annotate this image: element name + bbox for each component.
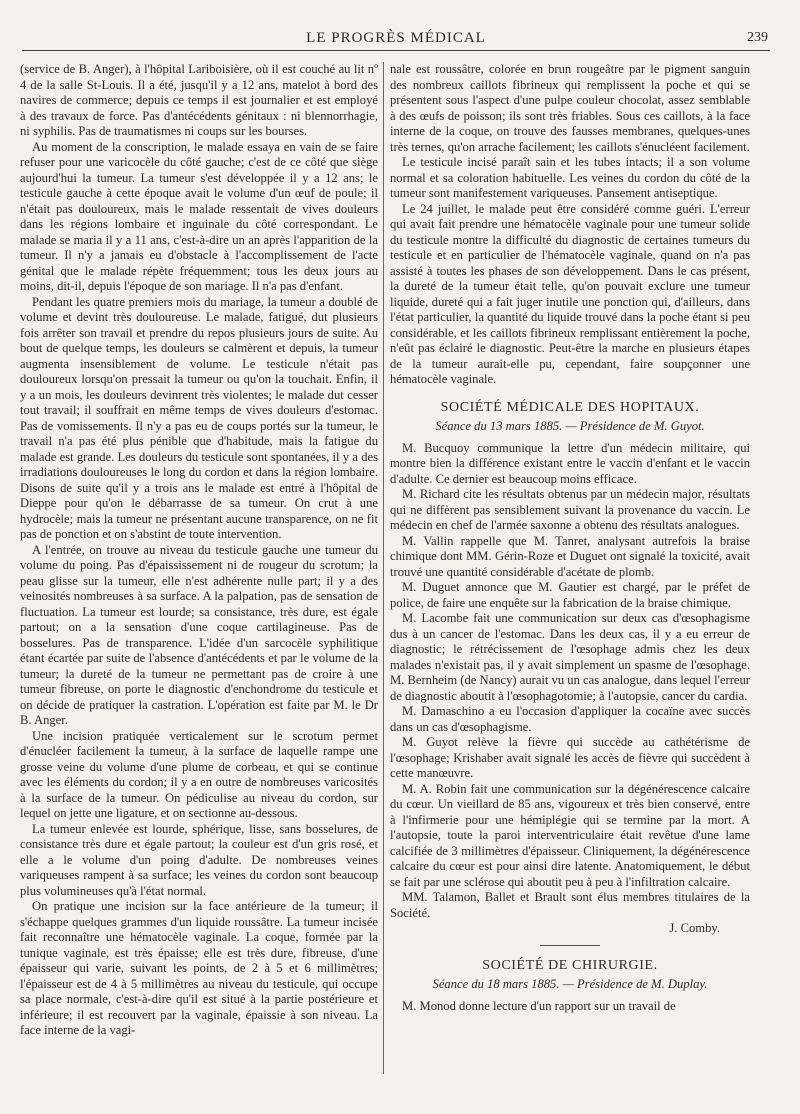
paragraph: MM. Talamon, Ballet et Brault sont élus membres titulaires de la Société. (390, 890, 750, 920)
paragraph: M. Monod donne lecture d'un rapport sur un travail de (402, 998, 676, 1013)
right-column (390, 62, 750, 1014)
paragraph: M. Lacombe fait une communication sur deux cas d'œsophagisme dus à un cancer de l'estomac. Dans les deux cas, il y a eu erreur de diagnostic; le rétrécissement de l'œsophage admis chez les deux malades n'existait pas, il y avait simplement un spasme de l'œsophage. M. Bernheim (de Nancy) aurait vu un cas analogue, dans lequel l'erreur de diagnostic aboutit à l'œsophagotomie; à l'autopsie, cancer du cardia. (390, 611, 751, 703)
paragraph: M. A. Robin fait une communication sur la dégénérescence calcaire du cœur. Un vieillard de 85 ans, vigoureux et très bien conservé, entre à l'infirmerie pour une hémiplégie qui se termine par la mort. A l'autopsie, toute la paroi interventriculaire était revêtue d'une lame calcifiée de 3 millimètres d'épaisseur. Cliniquement, la dégénérescence calcaire du cœur est pour ainsi dire latente. Anatomiquement, le début se fait par une sclérose qui aboutit peu à peu à l'infiltration calcaire. (390, 781, 750, 889)
seance-line: Séance du 18 mars 1885. — Présidence de M. Duplay. (432, 977, 708, 991)
paragraph: M. Richard cite les résultats obtenus par un médecin major, résultats qui ne diffèrent pas sensiblement suivant la provenance du vaccin. Le médecin en chef de l'armée saxonne a obtenu des résultats analogues. (390, 487, 750, 532)
section-divider (540, 945, 600, 946)
paragraph: Pendant les quatre premiers mois du mariage, la tumeur a doublé de volume et devint très douloureuse. Le malade, fatigué, dut plusieurs fois arrêter son travail et prendre du repos plusieurs jours de suite. Au bout de quelque temps, les douleurs se calmèrent et depuis, la tumeur augmenta insensiblement de volume. Le testicule n'était pas douloureux lorsqu'on pressait la tumeur ou qu'on la touchait. Enfin, il y a un mois, les douleurs devinrent très violentes; le malade dut cesser tout travail; il souffrait en même temps de vives douleurs d'estomac. Pas de vomissements. Il n'y a pas eu de coups portés sur la tumeur, le travail n'a pas été plus pénible que d'habitude, mais la fatigue du malade est grande. Les douleurs du testicule sont spontanées, il y a des irradiations douloureuses le long du cordon et dans la région lombaire. Disons de suite qu'il y a trois ans le malade est entré à l'hôpital de Dieppe pour qu'on le débarrasse de sa tumeur. On crut à une hydrocèle; mais la tumeur ne présentant aucune transparence, on ne fit pas de ponction et on s'abstint de toute intervention. (20, 294, 378, 541)
signature: J. Comby. (669, 921, 720, 935)
page-number: 239 (747, 30, 768, 45)
paragraph: nale est roussâtre, colorée en brun rougeâtre par le pigment sanguin des nombreux caillots fibrineux qui remplissent la poche et qui se présentent sous l'aspect d'une pulpe couleur chocolat, assez semblable à des œufs de poisson; ils sont très friables. Sous ces caillots, à la face interne de la coque, on trouve des fausses membranes, quelques-unes très ternes, qu'on arrache facilement; les caillots s'énucléent facilement. (390, 62, 750, 154)
paragraph: M. Guyot relève la fièvre qui succède au cathétérisme de l'œsophage; Krishaber avait signalé les accès de fièvre qui succèdent à cette manœuvre. (390, 735, 750, 780)
paragraph: M. Bucquoy communique la lettre d'un médecin militaire, qui montre bien la différence existant entre le vaccin d'enfant et le vaccin d'adulte. Ce dernier est beaucoup moins efficace. (390, 440, 750, 486)
paragraph: Au moment de la conscription, le malade essaya en vain de se faire refuser pour une varicocèle du côté gauche; c'est de ce côté que siège aujourd'hui la tumeur. La tumeur s'est développée il y a 12 ans; le testicule gauche à cette époque avait le volume d'un œuf de poule; il n'était pas douloureux, mais le malade ressentait de vives douleurs dans les régions lombaire et inguinale du côté correspondant. Le malade se maria il y a 11 ans, c'est-à-dire un an après l'apparition de la tumeur. Il n'y a jamais eu d'obstacle à l'accomplissement de l'acte génital que le malade répète fréquemment; tous les deux jours au moins, dit-il, depuis l'époque de son mariage. Il n'a pas d'enfant. (20, 139, 378, 293)
paragraph: (service de B. Anger), à l'hôpital Lariboisière, où il est couché au lit nº 4 de la salle St-Louis. Il a été, jusqu'il y a 12 ans, matelot à bord des navires de commerce; depuis ce temps il est journalier et est employé à des travaux de force. Pas d'antécédents génitaux : ni blennorrhagie, ni syphilis. Pas de traumatismes ni coups sur les bourses. (20, 62, 378, 138)
paragraph: M. Damaschino a eu l'occasion d'appliquer la cocaïne avec succès dans un cas d'œsophagisme. (390, 704, 750, 734)
journal-title: LE PROGRÈS MÉDICAL (306, 30, 486, 46)
paragraph: On pratique une incision sur la face antérieure de la tumeur; il s'échappe quelques grammes d'un liquide roussâtre. La tumeur incisée fait reconnaître une hématocèle vaginale. La coque, formée par la tunique vaginale, est très épaisse; elle est très dure, fibreuse, d'une épaisseur qui varie, suivant les points, de 2 à 5 et 6 millimètres; l'épaisseur est de 4 à 5 millimètres au niveau du testicule, qui occupe sa place normale, c'est-à-dire qu'il est situé à la partie postérieure et inférieure; il est recouvert par la vaginale, épaissie à son niveau. La face interne de la vagi- (20, 899, 378, 1037)
paragraph: La tumeur enlevée est lourde, sphérique, lisse, sans bosselures, de consistance très dure et égale partout; la couleur est d'un gris rosé, et elle a le volume d'un poing d'adulte. De nombreuses veines variqueuses rampent à sa surface; les veines du cordon sont beaucoup plus volumineuses qu'à l'état normal. (20, 821, 378, 898)
column-divider (383, 62, 384, 1074)
section-heading: SOCIÉTÉ MÉDICALE DES HOPITAUX. (440, 399, 700, 415)
paragraph: Le testicule incisé paraît sain et les tubes intacts; il a son volume normal et sa coloration habituelle. Les veines du cordon du côté de la tumeur sont manifestement variqueuses. Pansement antiseptique. (390, 155, 750, 200)
paragraph: Une incision pratiquée verticalement sur le scrotum permet d'énucléer facilement la tumeur, à la surface de laquelle rampe une grosse veine du volume d'une plume de corbeau, et qui se continue avec les éléments du cordon; il y a en outre de nombreuses varicosités à la surface de la tumeur. On pédiculise au niveau du cordon, sur lequel on jette une ligature, et on sectionne au-dessous. (20, 728, 378, 820)
paragraph: Le 24 juillet, le malade peut être considéré comme guéri. L'erreur qui avait fait prendre une hématocèle vaginale pour une tumeur solide du testicule montre la difficulté du diagnostic de certaines tumeurs du testicule et en particulier de l'hématocèle vaginale, quand on n'a pas assisté à toutes les phases de son développement. Dans le cas présent, la dureté de la tumeur était telle, qu'on pouvait exclure une tumeur liquide, dureté qui a fait juger inutile une ponction qui, d'ailleurs, dans l'état particulier, la quantité du liquide trouvé dans la poche étant si peu considérable, et les caillots fibrineux remplissant entièrement la poche, n'eût pas éclairé le diagnostic. Peut-être la marche en plusieurs étapes de la tumeur aurait-elle pu, cependant, faire soupçonner une hématocèle vaginale. (390, 201, 750, 386)
seance-line: Séance du 13 mars 1885. — Présidence de M. Guyot. (435, 419, 705, 433)
left-column (20, 62, 378, 1039)
section-heading: SOCIÉTÉ DE CHIRURGIE. (482, 957, 658, 973)
paragraph: A l'entrée, on trouve au niveau du testicule gauche une tumeur du volume du poing. Pas d'épaississement ni de rougeur du scrotum; la peau glisse sur la tumeur, elle n'est adhérente nulle part; il y a des veinosités nombreuses à sa surface. A la palpation, pas de sensation de fluctuation. La tumeur est lourde; sa consistance, très dure, est égale partout; on a la sensation d'une coque cartilagineuse. Pas de bosselures. Pas de transparence. L'idée d'un sarcocèle syphilitique étant écartée par suite de l'absence d'antécédents et par le volume de la tumeur; la dureté de la tumeur ne permettant pas de croire à une tumeur fibreuse, on porte le diagnostic d'enchondrome du testicule et on décide de pratiquer la castration. L'opération est faite par M. le Dr B. Anger. (20, 542, 378, 727)
paragraph: M. Duguet annonce que M. Gautier est chargé, par le préfet de police, de faire une enquête sur la fabrication de la braise chimique. (390, 580, 750, 610)
page-header (22, 28, 770, 51)
paragraph: M. Vallin rappelle que M. Tanret, analysant autrefois la braise chimique dont MM. Gérin-Roze et Duguet ont signalé la toxicité, avait trouvé une quantité considérable d'acétate de plomb. (390, 533, 750, 579)
